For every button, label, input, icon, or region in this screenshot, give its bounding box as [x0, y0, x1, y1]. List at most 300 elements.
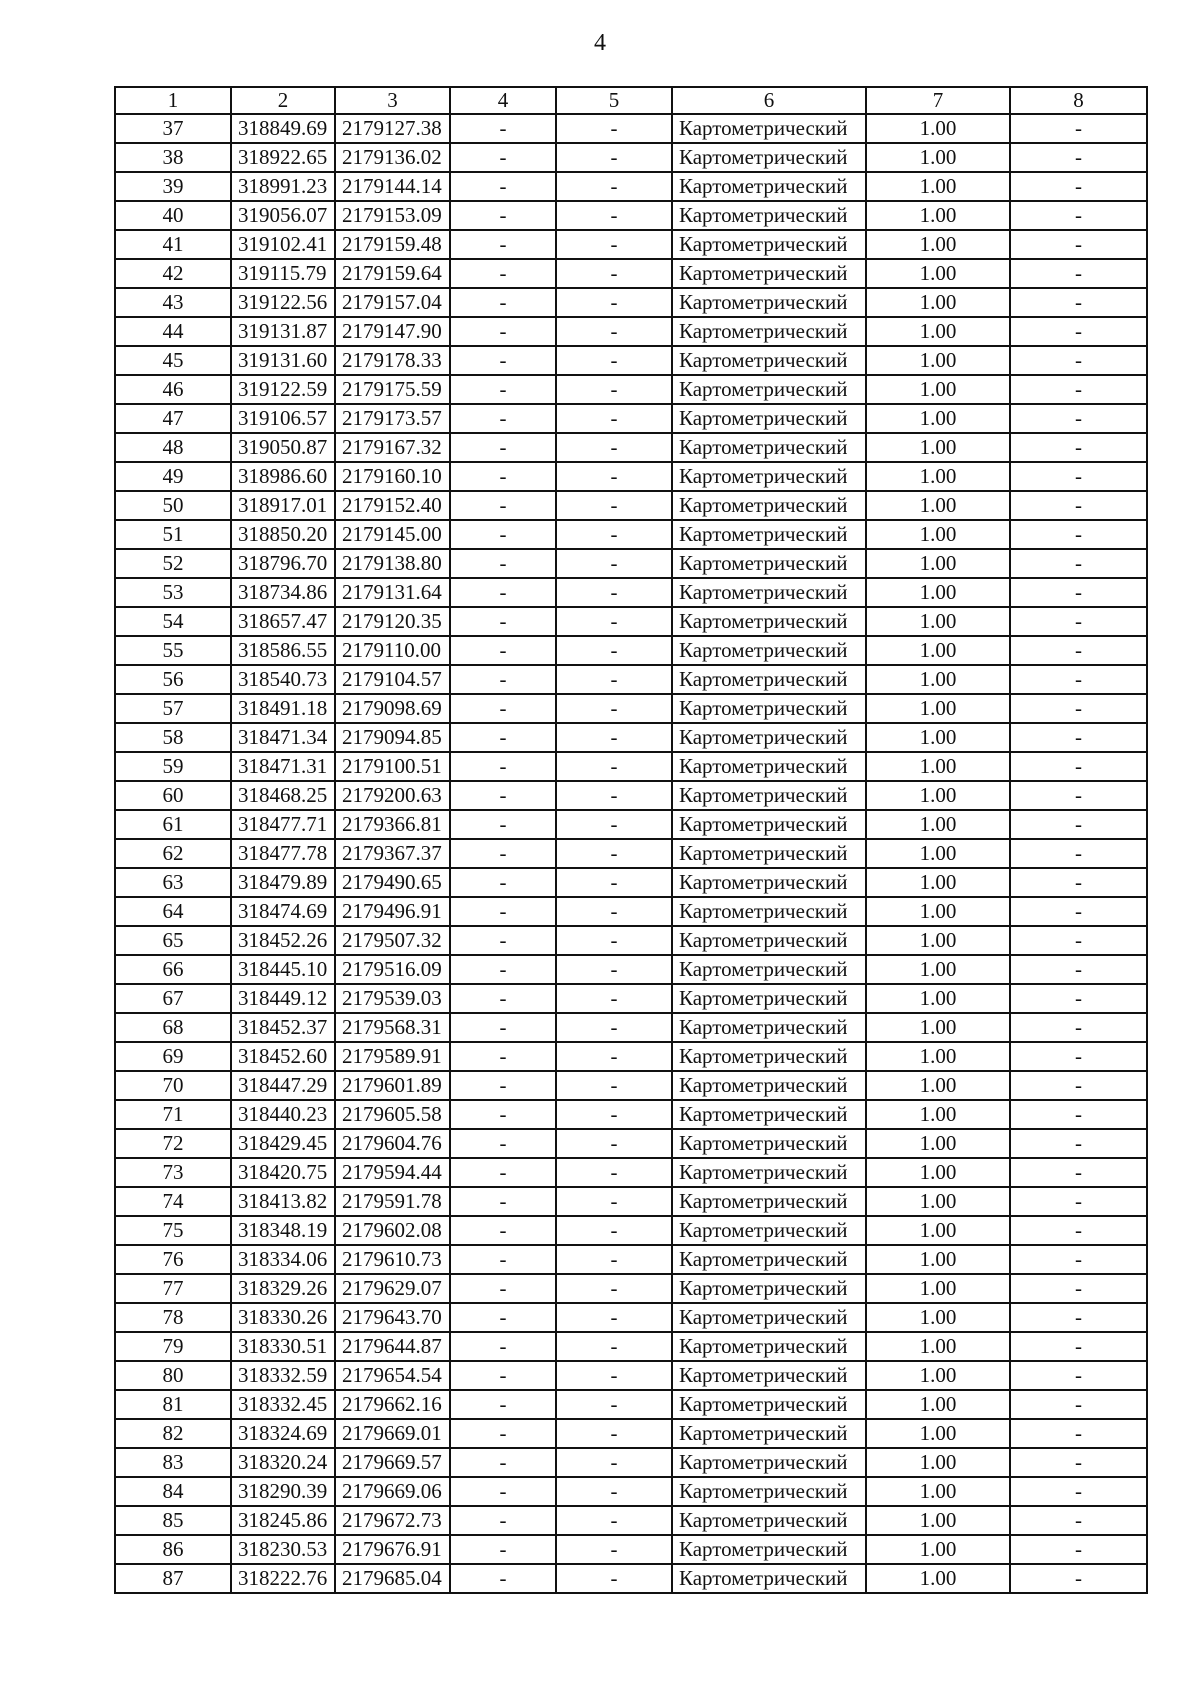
column-header: 1: [115, 87, 231, 114]
y-coordinate-cell: 2179568.31: [335, 1013, 450, 1042]
x-coordinate-cell: 318474.69: [231, 897, 335, 926]
method-cell: Картометрический: [672, 1013, 866, 1042]
x-coordinate-cell: 318449.12: [231, 984, 335, 1013]
method-cell: Картометрический: [672, 1506, 866, 1535]
column-4-cell: -: [450, 1419, 556, 1448]
column-5-cell: -: [556, 549, 672, 578]
y-coordinate-cell: 2179589.91: [335, 1042, 450, 1071]
column-8-cell: -: [1010, 1187, 1147, 1216]
y-coordinate-cell: 2179672.73: [335, 1506, 450, 1535]
accuracy-cell: 1.00: [866, 839, 1010, 868]
column-8-cell: -: [1010, 1564, 1147, 1593]
accuracy-cell: 1.00: [866, 143, 1010, 172]
column-8-cell: -: [1010, 955, 1147, 984]
method-cell: Картометрический: [672, 781, 866, 810]
point-number-cell: 42: [115, 259, 231, 288]
y-coordinate-cell: 2179152.40: [335, 491, 450, 520]
method-cell: Картометрический: [672, 346, 866, 375]
point-number-cell: 53: [115, 578, 231, 607]
accuracy-cell: 1.00: [866, 578, 1010, 607]
y-coordinate-cell: 2179669.01: [335, 1419, 450, 1448]
point-number-cell: 69: [115, 1042, 231, 1071]
column-8-cell: -: [1010, 317, 1147, 346]
accuracy-cell: 1.00: [866, 1506, 1010, 1535]
x-coordinate-cell: 318332.59: [231, 1361, 335, 1390]
column-5-cell: -: [556, 1419, 672, 1448]
column-4-cell: -: [450, 636, 556, 665]
method-cell: Картометрический: [672, 723, 866, 752]
accuracy-cell: 1.00: [866, 1361, 1010, 1390]
x-coordinate-cell: 318991.23: [231, 172, 335, 201]
point-number-cell: 66: [115, 955, 231, 984]
table-row: [115, 1187, 1147, 1216]
table-row: [115, 636, 1147, 665]
table-row: [115, 1535, 1147, 1564]
point-number-cell: 72: [115, 1129, 231, 1158]
method-cell: Картометрический: [672, 1477, 866, 1506]
accuracy-cell: 1.00: [866, 723, 1010, 752]
point-number-cell: 80: [115, 1361, 231, 1390]
point-number-cell: 47: [115, 404, 231, 433]
column-8-cell: -: [1010, 578, 1147, 607]
y-coordinate-cell: 2179669.06: [335, 1477, 450, 1506]
column-5-cell: -: [556, 723, 672, 752]
column-5-cell: -: [556, 1158, 672, 1187]
point-number-cell: 79: [115, 1332, 231, 1361]
point-number-cell: 85: [115, 1506, 231, 1535]
column-4-cell: -: [450, 1303, 556, 1332]
column-5-cell: -: [556, 781, 672, 810]
column-4-cell: -: [450, 665, 556, 694]
method-cell: Картометрический: [672, 404, 866, 433]
accuracy-cell: 1.00: [866, 1071, 1010, 1100]
method-cell: Картометрический: [672, 549, 866, 578]
accuracy-cell: 1.00: [866, 1158, 1010, 1187]
method-cell: Картометрический: [672, 172, 866, 201]
table-row: [115, 810, 1147, 839]
method-cell: Картометрический: [672, 1187, 866, 1216]
column-5-cell: -: [556, 1535, 672, 1564]
y-coordinate-cell: 2179644.87: [335, 1332, 450, 1361]
y-coordinate-cell: 2179602.08: [335, 1216, 450, 1245]
table-row: [115, 1216, 1147, 1245]
y-coordinate-cell: 2179136.02: [335, 143, 450, 172]
y-coordinate-cell: 2179610.73: [335, 1245, 450, 1274]
method-cell: Картометрический: [672, 1129, 866, 1158]
column-5-cell: -: [556, 868, 672, 897]
point-number-cell: 49: [115, 462, 231, 491]
y-coordinate-cell: 2179127.38: [335, 114, 450, 143]
column-8-cell: -: [1010, 114, 1147, 143]
y-coordinate-cell: 2179367.37: [335, 839, 450, 868]
point-number-cell: 75: [115, 1216, 231, 1245]
accuracy-cell: 1.00: [866, 1187, 1010, 1216]
column-5-cell: -: [556, 491, 672, 520]
x-coordinate-cell: 318429.45: [231, 1129, 335, 1158]
method-cell: Картометрический: [672, 1361, 866, 1390]
column-8-cell: -: [1010, 1390, 1147, 1419]
x-coordinate-cell: 319050.87: [231, 433, 335, 462]
point-number-cell: 48: [115, 433, 231, 462]
accuracy-cell: 1.00: [866, 114, 1010, 143]
column-4-cell: -: [450, 549, 556, 578]
point-number-cell: 44: [115, 317, 231, 346]
point-number-cell: 45: [115, 346, 231, 375]
x-coordinate-cell: 318491.18: [231, 694, 335, 723]
table-row: [115, 694, 1147, 723]
accuracy-cell: 1.00: [866, 1564, 1010, 1593]
y-coordinate-cell: 2179685.04: [335, 1564, 450, 1593]
point-number-cell: 63: [115, 868, 231, 897]
column-4-cell: -: [450, 433, 556, 462]
x-coordinate-cell: 318230.53: [231, 1535, 335, 1564]
method-cell: Картометрический: [672, 868, 866, 897]
accuracy-cell: 1.00: [866, 404, 1010, 433]
accuracy-cell: 1.00: [866, 346, 1010, 375]
y-coordinate-cell: 2179594.44: [335, 1158, 450, 1187]
table-row: [115, 375, 1147, 404]
column-8-cell: -: [1010, 1042, 1147, 1071]
accuracy-cell: 1.00: [866, 781, 1010, 810]
y-coordinate-cell: 2179490.65: [335, 868, 450, 897]
method-cell: Картометрический: [672, 694, 866, 723]
point-number-cell: 59: [115, 752, 231, 781]
y-coordinate-cell: 2179507.32: [335, 926, 450, 955]
page-number: 4: [594, 30, 606, 56]
x-coordinate-cell: 318452.26: [231, 926, 335, 955]
point-number-cell: 56: [115, 665, 231, 694]
column-8-cell: -: [1010, 462, 1147, 491]
accuracy-cell: 1.00: [866, 491, 1010, 520]
column-8-cell: -: [1010, 1477, 1147, 1506]
table-row: [115, 114, 1147, 143]
point-number-cell: 67: [115, 984, 231, 1013]
table-row: [115, 201, 1147, 230]
column-8-cell: -: [1010, 868, 1147, 897]
column-4-cell: -: [450, 520, 556, 549]
accuracy-cell: 1.00: [866, 375, 1010, 404]
point-number-cell: 60: [115, 781, 231, 810]
x-coordinate-cell: 318447.29: [231, 1071, 335, 1100]
point-number-cell: 61: [115, 810, 231, 839]
x-coordinate-cell: 318477.78: [231, 839, 335, 868]
point-number-cell: 68: [115, 1013, 231, 1042]
column-5-cell: -: [556, 1303, 672, 1332]
y-coordinate-cell: 2179654.54: [335, 1361, 450, 1390]
x-coordinate-cell: 318452.60: [231, 1042, 335, 1071]
point-number-cell: 81: [115, 1390, 231, 1419]
column-4-cell: -: [450, 1477, 556, 1506]
x-coordinate-cell: 318657.47: [231, 607, 335, 636]
column-8-cell: -: [1010, 694, 1147, 723]
column-8-cell: -: [1010, 288, 1147, 317]
method-cell: Картометрический: [672, 1448, 866, 1477]
column-5-cell: -: [556, 810, 672, 839]
table-row: [115, 491, 1147, 520]
x-coordinate-cell: 319131.87: [231, 317, 335, 346]
method-cell: Картометрический: [672, 926, 866, 955]
table-row: [115, 549, 1147, 578]
column-8-cell: -: [1010, 1274, 1147, 1303]
column-8-cell: -: [1010, 810, 1147, 839]
column-5-cell: -: [556, 259, 672, 288]
accuracy-cell: 1.00: [866, 1042, 1010, 1071]
column-4-cell: -: [450, 114, 556, 143]
column-8-cell: -: [1010, 1216, 1147, 1245]
column-4-cell: -: [450, 810, 556, 839]
point-number-cell: 70: [115, 1071, 231, 1100]
method-cell: Картометрический: [672, 462, 866, 491]
table-row: [115, 172, 1147, 201]
x-coordinate-cell: 318540.73: [231, 665, 335, 694]
column-4-cell: -: [450, 375, 556, 404]
column-8-cell: -: [1010, 1419, 1147, 1448]
column-8-cell: -: [1010, 404, 1147, 433]
column-4-cell: -: [450, 955, 556, 984]
column-5-cell: -: [556, 1129, 672, 1158]
column-5-cell: -: [556, 114, 672, 143]
header-row: [115, 87, 1147, 114]
x-coordinate-cell: 318452.37: [231, 1013, 335, 1042]
column-8-cell: -: [1010, 1361, 1147, 1390]
y-coordinate-cell: 2179629.07: [335, 1274, 450, 1303]
method-cell: Картометрический: [672, 1158, 866, 1187]
accuracy-cell: 1.00: [866, 752, 1010, 781]
x-coordinate-cell: 318850.20: [231, 520, 335, 549]
y-coordinate-cell: 2179175.59: [335, 375, 450, 404]
method-cell: Картометрический: [672, 491, 866, 520]
x-coordinate-cell: 318245.86: [231, 1506, 335, 1535]
accuracy-cell: 1.00: [866, 520, 1010, 549]
table-row: [115, 404, 1147, 433]
column-5-cell: -: [556, 520, 672, 549]
method-cell: Картометрический: [672, 665, 866, 694]
x-coordinate-cell: 319106.57: [231, 404, 335, 433]
table-row: [115, 259, 1147, 288]
table-row: [115, 1419, 1147, 1448]
column-8-cell: -: [1010, 143, 1147, 172]
method-cell: Картометрический: [672, 520, 866, 549]
method-cell: Картометрический: [672, 230, 866, 259]
column-4-cell: -: [450, 897, 556, 926]
point-number-cell: 39: [115, 172, 231, 201]
table-row: [115, 288, 1147, 317]
column-4-cell: -: [450, 288, 556, 317]
x-coordinate-cell: 319122.56: [231, 288, 335, 317]
accuracy-cell: 1.00: [866, 1100, 1010, 1129]
table-row: [115, 317, 1147, 346]
column-4-cell: -: [450, 491, 556, 520]
y-coordinate-cell: 2179098.69: [335, 694, 450, 723]
x-coordinate-cell: 318330.26: [231, 1303, 335, 1332]
y-coordinate-cell: 2179159.64: [335, 259, 450, 288]
column-5-cell: -: [556, 433, 672, 462]
column-8-cell: -: [1010, 926, 1147, 955]
point-number-cell: 41: [115, 230, 231, 259]
x-coordinate-cell: 318440.23: [231, 1100, 335, 1129]
column-5-cell: -: [556, 752, 672, 781]
accuracy-cell: 1.00: [866, 984, 1010, 1013]
point-number-cell: 43: [115, 288, 231, 317]
column-5-cell: -: [556, 172, 672, 201]
point-number-cell: 50: [115, 491, 231, 520]
column-4-cell: -: [450, 1129, 556, 1158]
x-coordinate-cell: 318586.55: [231, 636, 335, 665]
accuracy-cell: 1.00: [866, 1013, 1010, 1042]
column-4-cell: -: [450, 694, 556, 723]
column-8-cell: -: [1010, 1129, 1147, 1158]
column-4-cell: -: [450, 868, 556, 897]
table-row: [115, 433, 1147, 462]
point-number-cell: 52: [115, 549, 231, 578]
x-coordinate-cell: 318334.06: [231, 1245, 335, 1274]
table-row: [115, 462, 1147, 491]
column-5-cell: -: [556, 984, 672, 1013]
accuracy-cell: 1.00: [866, 1129, 1010, 1158]
column-5-cell: -: [556, 1390, 672, 1419]
column-5-cell: -: [556, 375, 672, 404]
accuracy-cell: 1.00: [866, 288, 1010, 317]
column-4-cell: -: [450, 1332, 556, 1361]
column-5-cell: -: [556, 1216, 672, 1245]
point-number-cell: 51: [115, 520, 231, 549]
y-coordinate-cell: 2179167.32: [335, 433, 450, 462]
column-5-cell: -: [556, 1332, 672, 1361]
table-row: [115, 955, 1147, 984]
table-row: [115, 897, 1147, 926]
point-number-cell: 83: [115, 1448, 231, 1477]
y-coordinate-cell: 2179145.00: [335, 520, 450, 549]
column-4-cell: -: [450, 1071, 556, 1100]
table-row: [115, 723, 1147, 752]
table-header: [115, 87, 1147, 114]
column-8-cell: -: [1010, 230, 1147, 259]
column-8-cell: -: [1010, 201, 1147, 230]
y-coordinate-cell: 2179138.80: [335, 549, 450, 578]
y-coordinate-cell: 2179496.91: [335, 897, 450, 926]
column-8-cell: -: [1010, 172, 1147, 201]
column-header: 5: [556, 87, 672, 114]
accuracy-cell: 1.00: [866, 868, 1010, 897]
y-coordinate-cell: 2179100.51: [335, 752, 450, 781]
column-8-cell: -: [1010, 984, 1147, 1013]
column-8-cell: -: [1010, 491, 1147, 520]
table-row: [115, 1158, 1147, 1187]
table-row: [115, 520, 1147, 549]
accuracy-cell: 1.00: [866, 607, 1010, 636]
column-8-cell: -: [1010, 839, 1147, 868]
column-8-cell: -: [1010, 375, 1147, 404]
column-5-cell: -: [556, 1100, 672, 1129]
y-coordinate-cell: 2179104.57: [335, 665, 450, 694]
method-cell: Картометрический: [672, 578, 866, 607]
table-row: [115, 665, 1147, 694]
x-coordinate-cell: 319122.59: [231, 375, 335, 404]
x-coordinate-cell: 318477.71: [231, 810, 335, 839]
table-row: [115, 1129, 1147, 1158]
column-8-cell: -: [1010, 1506, 1147, 1535]
y-coordinate-cell: 2179120.35: [335, 607, 450, 636]
x-coordinate-cell: 318922.65: [231, 143, 335, 172]
accuracy-cell: 1.00: [866, 230, 1010, 259]
table-row: [115, 1303, 1147, 1332]
x-coordinate-cell: 318917.01: [231, 491, 335, 520]
column-4-cell: -: [450, 404, 556, 433]
column-4-cell: -: [450, 462, 556, 491]
column-8-cell: -: [1010, 1071, 1147, 1100]
y-coordinate-cell: 2179173.57: [335, 404, 450, 433]
y-coordinate-cell: 2179643.70: [335, 1303, 450, 1332]
x-coordinate-cell: 319115.79: [231, 259, 335, 288]
y-coordinate-cell: 2179157.04: [335, 288, 450, 317]
column-8-cell: -: [1010, 1100, 1147, 1129]
column-8-cell: -: [1010, 897, 1147, 926]
accuracy-cell: 1.00: [866, 926, 1010, 955]
point-number-cell: 57: [115, 694, 231, 723]
method-cell: Картометрический: [672, 143, 866, 172]
x-coordinate-cell: 318348.19: [231, 1216, 335, 1245]
column-4-cell: -: [450, 723, 556, 752]
point-number-cell: 64: [115, 897, 231, 926]
column-header: 7: [866, 87, 1010, 114]
column-5-cell: -: [556, 462, 672, 491]
method-cell: Картометрический: [672, 317, 866, 346]
method-cell: Картометрический: [672, 955, 866, 984]
x-coordinate-cell: 318471.34: [231, 723, 335, 752]
table-row: [115, 1448, 1147, 1477]
table-row: [115, 1274, 1147, 1303]
x-coordinate-cell: 318445.10: [231, 955, 335, 984]
column-4-cell: -: [450, 1187, 556, 1216]
accuracy-cell: 1.00: [866, 1274, 1010, 1303]
column-5-cell: -: [556, 1245, 672, 1274]
column-5-cell: -: [556, 1071, 672, 1100]
column-8-cell: -: [1010, 723, 1147, 752]
table-row: [115, 781, 1147, 810]
table-row: [115, 1042, 1147, 1071]
point-number-cell: 84: [115, 1477, 231, 1506]
table-row: [115, 230, 1147, 259]
point-number-cell: 65: [115, 926, 231, 955]
table-row: [115, 926, 1147, 955]
point-number-cell: 54: [115, 607, 231, 636]
y-coordinate-cell: 2179601.89: [335, 1071, 450, 1100]
method-cell: Картометрический: [672, 433, 866, 462]
table-row: [115, 1100, 1147, 1129]
accuracy-cell: 1.00: [866, 201, 1010, 230]
column-4-cell: -: [450, 926, 556, 955]
x-coordinate-cell: 318324.69: [231, 1419, 335, 1448]
x-coordinate-cell: 318986.60: [231, 462, 335, 491]
y-coordinate-cell: 2179153.09: [335, 201, 450, 230]
table-body: [115, 114, 1147, 1593]
accuracy-cell: 1.00: [866, 1303, 1010, 1332]
point-number-cell: 55: [115, 636, 231, 665]
column-8-cell: -: [1010, 1303, 1147, 1332]
column-8-cell: -: [1010, 549, 1147, 578]
table-row: [115, 752, 1147, 781]
y-coordinate-cell: 2179676.91: [335, 1535, 450, 1564]
column-4-cell: -: [450, 1274, 556, 1303]
accuracy-cell: 1.00: [866, 636, 1010, 665]
y-coordinate-cell: 2179516.09: [335, 955, 450, 984]
column-4-cell: -: [450, 1100, 556, 1129]
accuracy-cell: 1.00: [866, 694, 1010, 723]
point-number-cell: 62: [115, 839, 231, 868]
x-coordinate-cell: 318796.70: [231, 549, 335, 578]
x-coordinate-cell: 318332.45: [231, 1390, 335, 1419]
column-4-cell: -: [450, 781, 556, 810]
